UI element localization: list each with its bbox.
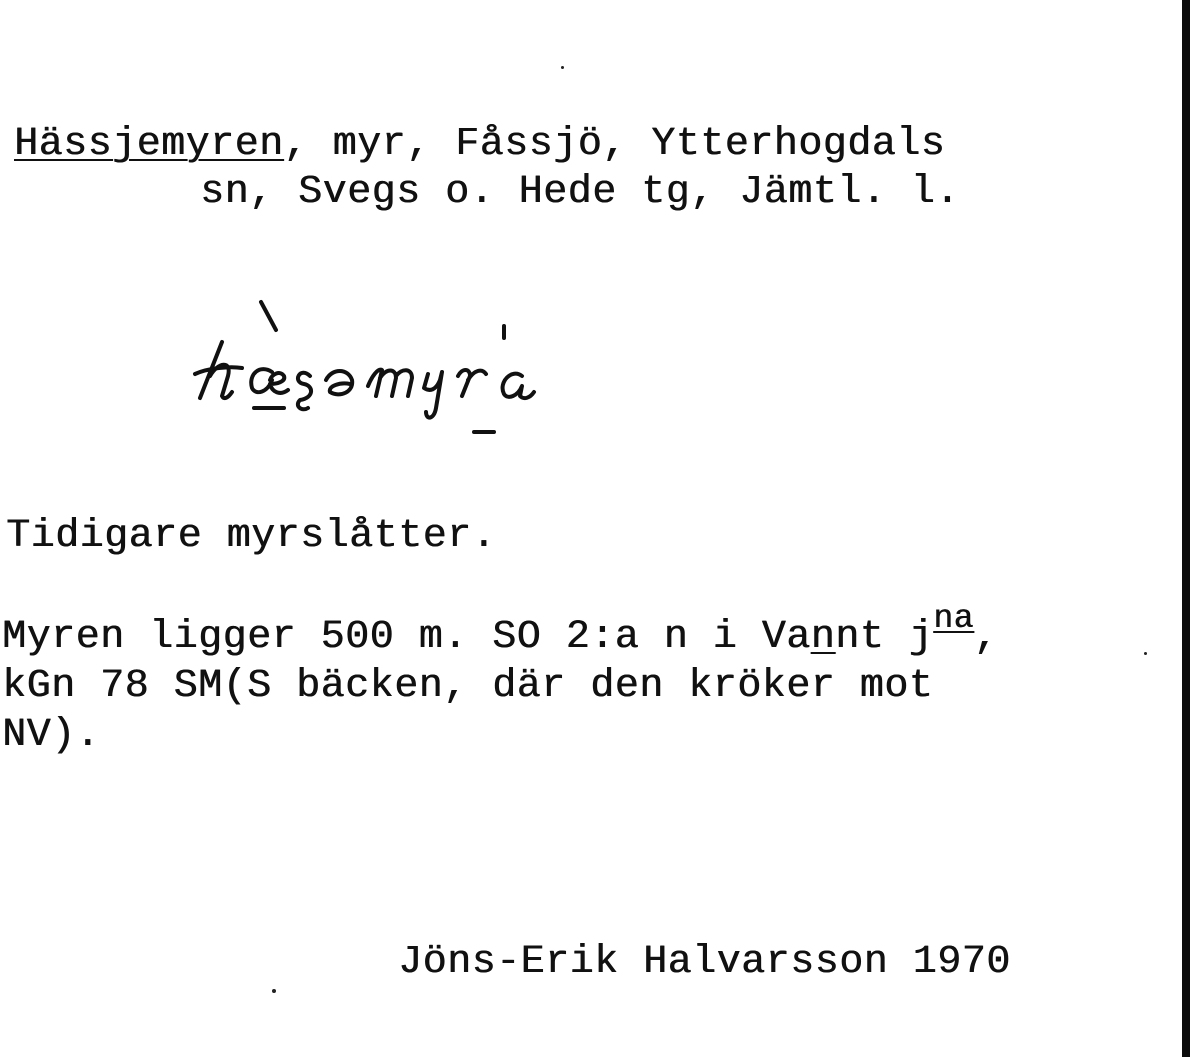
location-text-c: t j [859, 615, 934, 660]
dust-speck [272, 989, 276, 993]
header-line-1 [14, 121, 945, 169]
location-comma: , [973, 615, 999, 660]
underlined-letter: n [810, 615, 836, 660]
note-line: Tidigare myrslåtter. [6, 514, 497, 559]
location-line-2: kGn 78 SM(S bäcken, där den kröker mot [2, 664, 934, 709]
header-line-2: sn, Svegs o. Hede tg, Jämtl. l. [200, 170, 960, 215]
location-line-1 [2, 600, 999, 663]
location-text-b: n [835, 615, 860, 660]
dust-speck [561, 66, 564, 69]
card-edge [1182, 0, 1190, 1057]
location-text: Myren ligger 500 m. SO 2:a n i Va [2, 615, 811, 660]
superscript-na: na [933, 600, 974, 637]
signature-line: Jöns-Erik Halvarsson 1970 [398, 940, 1011, 985]
header-rest: , myr, Fåssjö, Ytterhogdals [283, 122, 946, 167]
location-line-3: NV). [2, 713, 101, 758]
phonetic-transcription [190, 296, 630, 456]
headword: Hässjemyren [14, 122, 284, 167]
dust-speck [1144, 652, 1147, 655]
